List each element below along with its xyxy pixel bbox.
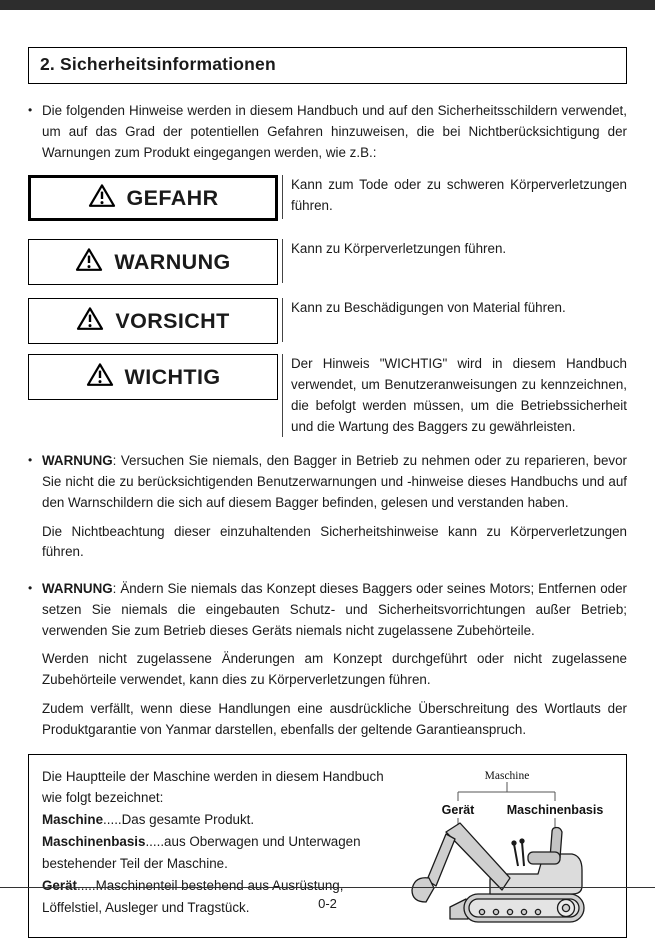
page-content [28, 47, 627, 938]
warning-note-1 [28, 451, 627, 563]
definition-term-maschine [42, 809, 400, 831]
wichtig-description: Der Hinweis "WICHTIG" wird in diesem Handbuch verwendet, um Benutzeranweisungen zu kennzeichnen, die befolgt werden müssen, um die Betriebssicherheit und die Wartung des Baggers zu gewährleisten. [282, 354, 627, 437]
gefahr-box [28, 175, 278, 221]
vorsicht-label: VORSICHT [115, 308, 230, 333]
warnung-label: WARNUNG [114, 249, 231, 274]
wichtig-label: WICHTIG [124, 364, 221, 389]
warning-note-2-text [42, 579, 627, 641]
signal-row-gefahr [28, 175, 627, 221]
warning-note-2-extra-1: Werden nicht zugelassene Änderungen am Konzept durchgeführt oder nicht zugelassene Zubehörteile verwendet, kann dies zu Körperverletzungen führen. [42, 651, 627, 688]
warnung-description: Kann zu Körperverletzungen führen. [282, 239, 627, 283]
term-maschine: Maschine [42, 812, 104, 828]
page-title: 2. Sicherheitsinformationen [40, 54, 276, 74]
scan-top-bar [0, 0, 655, 10]
signal-row-vorsicht [28, 298, 627, 344]
warning-triangle-icon [86, 362, 114, 392]
warning-note-1-extra: Die Nichtbeachtung dieser einzuhaltenden Sicherheitshinweise kann zu Körperverletzungen führen. [42, 523, 627, 560]
warning-note-2-extra-2: Zudem verfällt, wenn diese Handlungen eine ausdrückliche Überschreitung des Wortlauts der Produktgarantie von Yanmar darstellen, ebenfalls der geltende Garantieanspruch. [42, 701, 627, 737]
warning-note-1-lead: WARNUNG [42, 453, 113, 469]
term-maschinenbasis: Maschinenbasis [42, 834, 146, 850]
page-number: 0-2 [318, 896, 337, 911]
term-maschinenbasis-def: .....aus Oberwagen und Unterwagen bestehender Teil der Maschine. [42, 834, 361, 871]
bullet-marker: • [28, 103, 33, 117]
signal-row-warnung [28, 239, 627, 285]
wichtig-box [28, 354, 278, 400]
warning-note-1-body [42, 451, 627, 563]
diagram-left-label: Gerät [441, 802, 475, 817]
term-maschine-def: .....Das gesamte Produkt. [103, 812, 255, 828]
definition-term-maschinenbasis [42, 831, 400, 875]
warning-triangle-icon [75, 247, 103, 277]
intro-text: Die folgenden Hinweise werden in diesem Handbuch und auf den Sicherheitsschildern verwendet, um auf das Grad der potentiellen Gefahren hinzuweisen, die bei Nichtberücksichtigung der Warnungen zum Produkt eingegangen werden, wie z.B.: [42, 103, 627, 160]
signal-row-wichtig [28, 354, 627, 437]
warning-note-2-body [42, 579, 627, 740]
bullet-marker: • [28, 581, 33, 596]
vorsicht-description: Kann zu Beschädigungen von Material führen. [282, 298, 627, 342]
term-geraet: Gerät [42, 877, 77, 893]
term-geraet-def: .....Maschinenteil bestehend aus Ausrüstung, Löffelstiel, Ausleger und Tragstück. [42, 877, 344, 915]
vorsicht-box [28, 298, 278, 344]
warning-note-2-lead: WARNUNG [42, 581, 113, 597]
intro-paragraph [28, 101, 627, 163]
section-title-box [28, 47, 627, 84]
bullet-marker: • [28, 453, 33, 468]
gefahr-label: GEFAHR [126, 185, 219, 210]
diagram-root-label: Maschine [484, 769, 530, 782]
warnung-box [28, 239, 278, 285]
gefahr-description: Kann zum Tode oder zu schweren Körperverletzungen führen. [282, 175, 627, 219]
warning-note-1-rest: : Versuchen Sie niemals, den Bagger in Betrieb zu nehmen oder zu reparieren, bevor Sie nicht die zu berücksichtigenden Benutzerwarnungen und -hinweise dieses Handbuchs und auf den Warnschildern die sich auf diesem Bagger befinden, gelesen und verstanden haben. [42, 453, 627, 510]
footer-divider [0, 887, 655, 911]
warning-note-2 [28, 579, 627, 740]
diagram-right-label: Maschinenbasis [506, 802, 604, 817]
warning-triangle-icon [88, 183, 116, 213]
warning-triangle-icon [76, 306, 104, 336]
definition-intro: Die Hauptteile der Maschine werden in diesem Handbuch wie folgt bezeichnet: [42, 768, 384, 806]
warning-note-2-rest: : Ändern Sie niemals das Konzept dieses Baggers oder seines Motors; Entfernen oder setzen Sie niemals die eingebauten Schutz- und Sicherheitsvorrichtungen außer Betrieb; verwenden Sie zum Betrieb dieses Geräts niemals nicht zugelassene Zubehörteile. [42, 581, 627, 638]
warning-note-1-text [42, 451, 627, 513]
